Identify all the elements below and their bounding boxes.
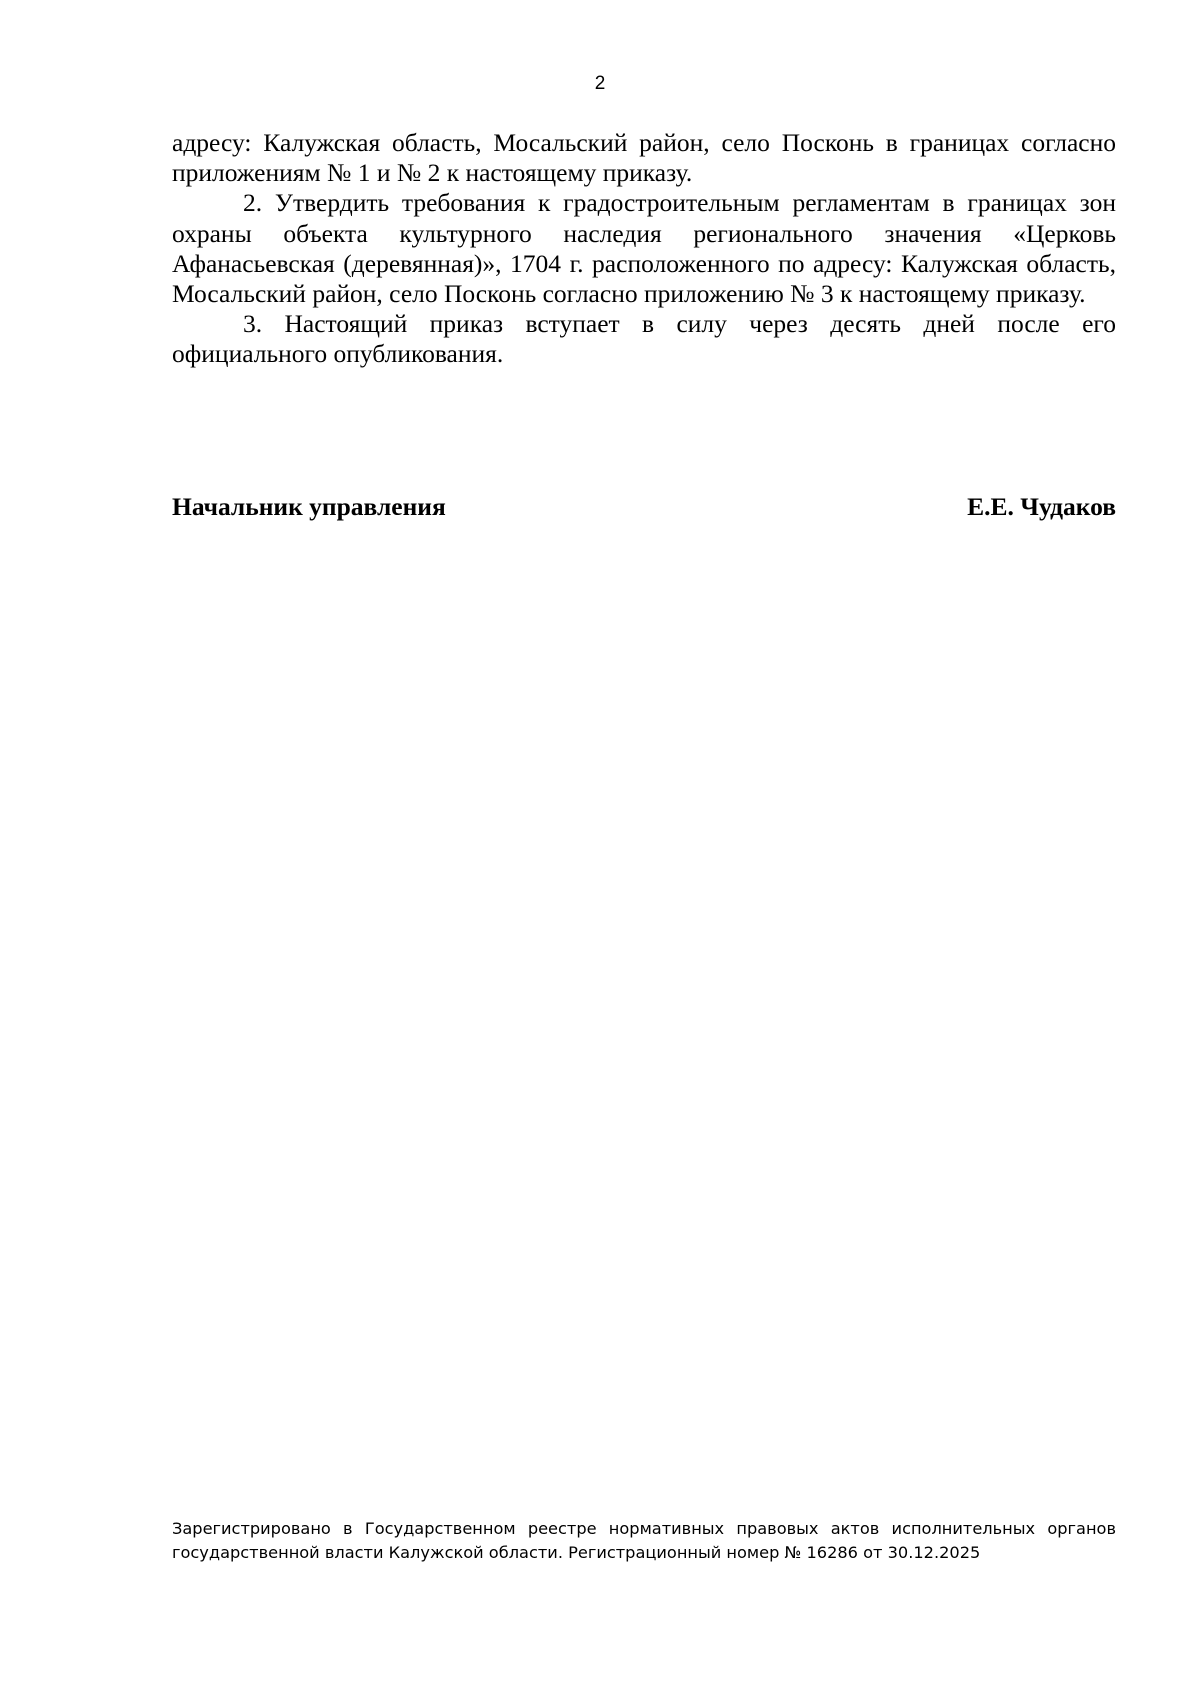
signature-block — [172, 492, 1116, 522]
page-number: 2 — [594, 73, 606, 94]
paragraph-item-2: 2. Утвердить требования к градостроительным регламентам в границах зон охраны объекта культурного наследия регионального значения «Церковь Афанасьевская (деревянная)», 1704 г. расположенного по адресу: Калужская область, Мосальский район, село Посконь согласно приложению № 3 к настоящему приказу. — [172, 188, 1116, 309]
signatory-position: Начальник управления — [172, 492, 446, 521]
paragraph-continuation: адресу: Калужская область, Мосальский район, село Посконь в границах согласно приложениям № 1 и № 2 к настоящему приказу. — [172, 128, 1116, 188]
document-body — [172, 128, 1116, 370]
signatory-name: Е.Е. Чудаков — [967, 492, 1116, 521]
registration-footer — [172, 1517, 1116, 1565]
registration-note: Зарегистрировано в Государственном реестре нормативных правовых актов исполнительных органов государственной власти Калужской области. Регистрационный номер № 16286 от 30.12.2025 — [172, 1519, 1116, 1562]
paragraph-item-3: 3. Настоящий приказ вступает в силу через десять дней после его официального опубликования. — [172, 309, 1116, 369]
